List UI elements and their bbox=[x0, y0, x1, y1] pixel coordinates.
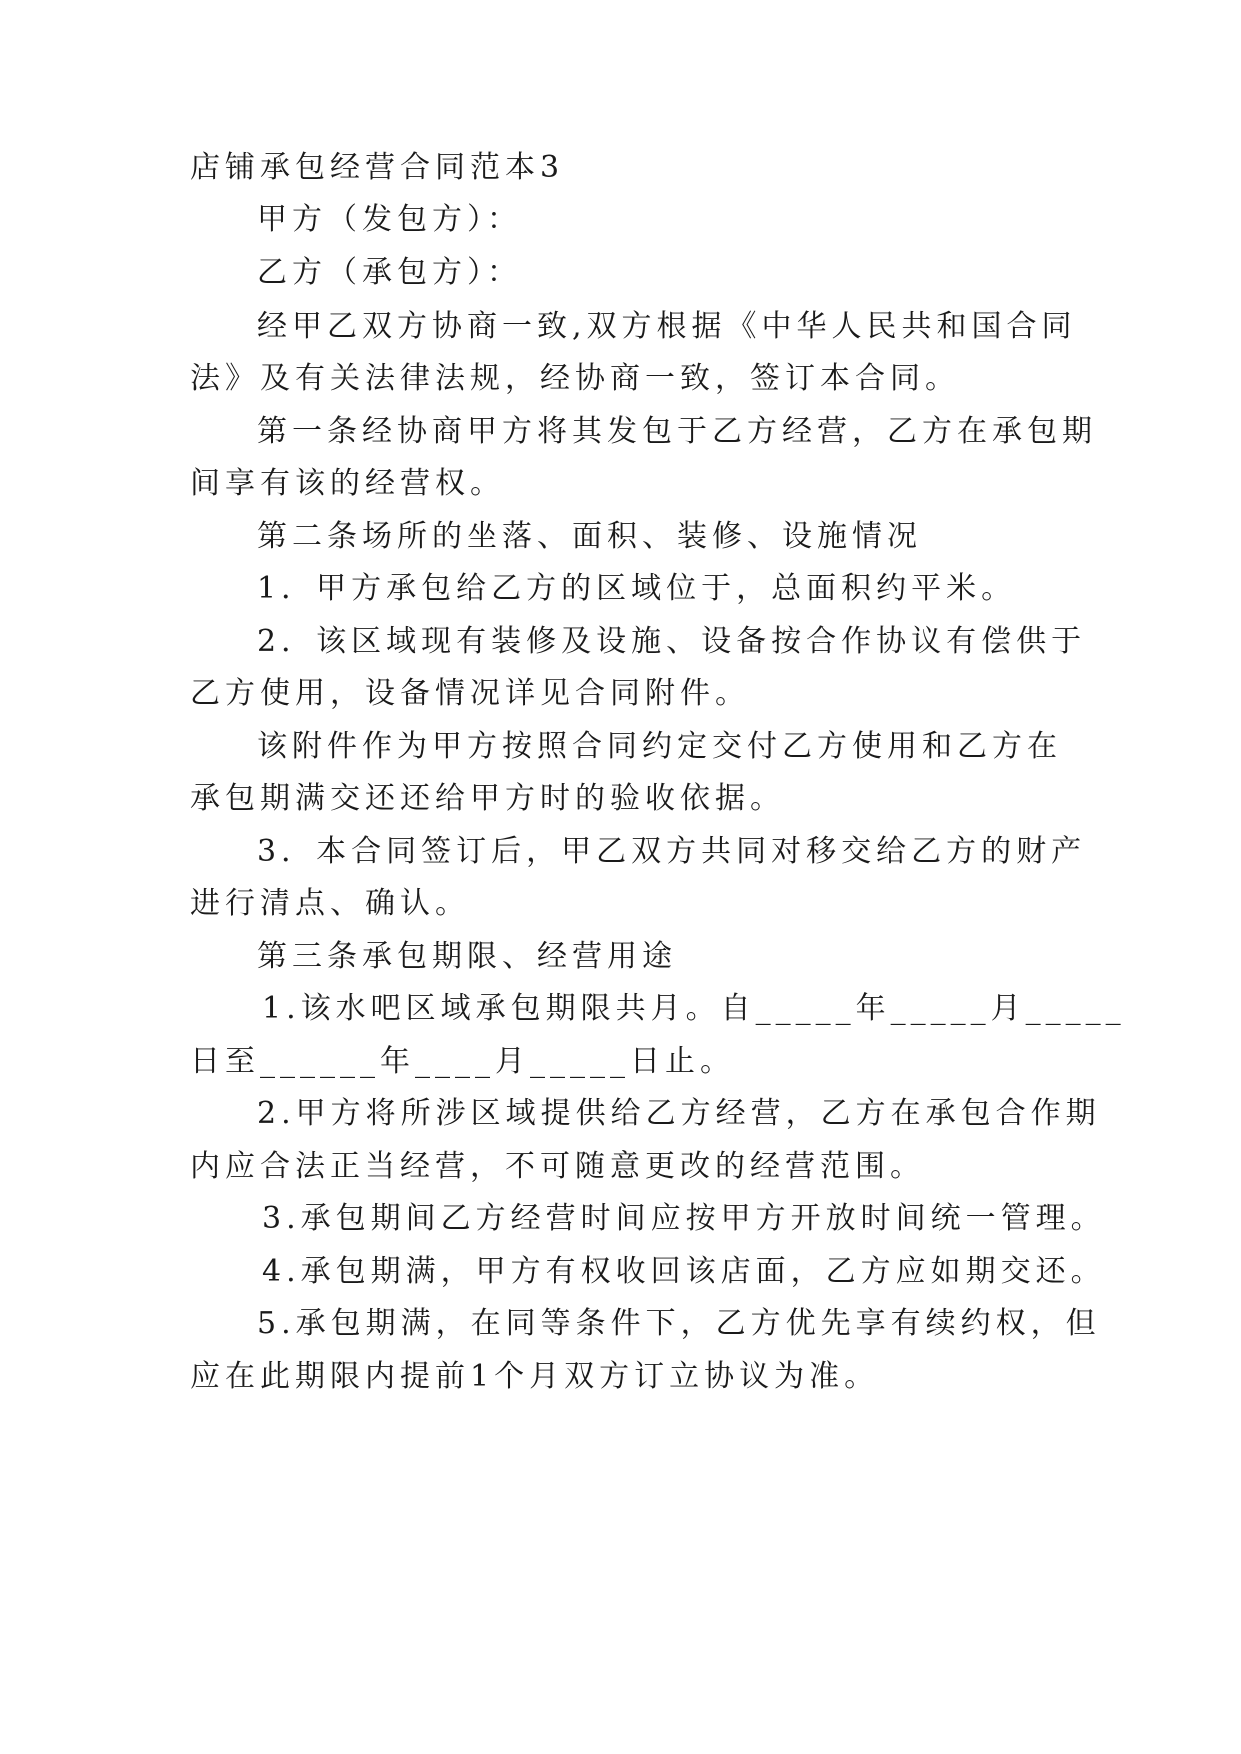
article-1-line-2: 间享有该的经营权。 bbox=[190, 466, 505, 501]
attachment-note-line-2: 承包期满交还还给甲方时的验收依据。 bbox=[190, 781, 785, 816]
article-2-item-3-line-2: 进行清点、确认。 bbox=[190, 886, 470, 921]
preamble-line-2: 法》及有关法律法规，经协商一致，签订本合同。 bbox=[190, 361, 960, 396]
article-2-item-3-line-1: 3．本合同签订后，甲乙双方共同对移交给乙方的财产 bbox=[257, 834, 1087, 869]
article-3-item-5-line-2: 应在此期限内提前1个月双方订立协议为准。 bbox=[190, 1359, 880, 1394]
preamble-line-1: 经甲乙双方协商一致,双方根据《中华人民共和国合同 bbox=[257, 309, 1077, 344]
party-a-line: 甲方（发包方）： bbox=[257, 202, 522, 237]
article-3-item-1-line-2: 日至______年____月_____日止。 bbox=[190, 1044, 735, 1079]
article-3-item-3: 3.承包期间乙方经营时间应按甲方开放时间统一管理。 bbox=[262, 1201, 1106, 1236]
article-2-item-2-line-1: 2．该区域现有装修及设施、设备按合作协议有偿供于 bbox=[257, 624, 1087, 659]
document-title: 店铺承包经营合同范本3 bbox=[190, 150, 565, 185]
party-b-line: 乙方（承包方）： bbox=[257, 255, 522, 290]
article-3-item-2-line-2: 内应合法正当经营，不可随意更改的经营范围。 bbox=[190, 1149, 925, 1184]
article-2-heading: 第二条场所的坐落、面积、装修、设施情况 bbox=[257, 519, 922, 554]
article-3-item-5-line-1: 5.承包期满，在同等条件下，乙方优先享有续约权，但 bbox=[257, 1306, 1101, 1341]
article-3-item-1-line-1: 1.该水吧区域承包期限共月。自_____年_____月_____ bbox=[262, 991, 1126, 1026]
article-3-heading: 第三条承包期限、经营用途 bbox=[257, 939, 677, 974]
article-3-item-2-line-1: 2.甲方将所涉区域提供给乙方经营，乙方在承包合作期 bbox=[257, 1096, 1101, 1131]
attachment-note-line-1: 该附件作为甲方按照合同约定交付乙方使用和乙方在 bbox=[257, 729, 1062, 764]
article-2-item-2-line-2: 乙方使用，设备情况详见合同附件。 bbox=[190, 676, 750, 711]
article-1-line-1: 第一条经协商甲方将其发包于乙方经营，乙方在承包期 bbox=[257, 414, 1097, 449]
article-2-item-1: 1．甲方承包给乙方的区域位于，总面积约平米。 bbox=[257, 571, 1017, 606]
article-3-item-4: 4.承包期满，甲方有权收回该店面，乙方应如期交还。 bbox=[262, 1254, 1106, 1289]
